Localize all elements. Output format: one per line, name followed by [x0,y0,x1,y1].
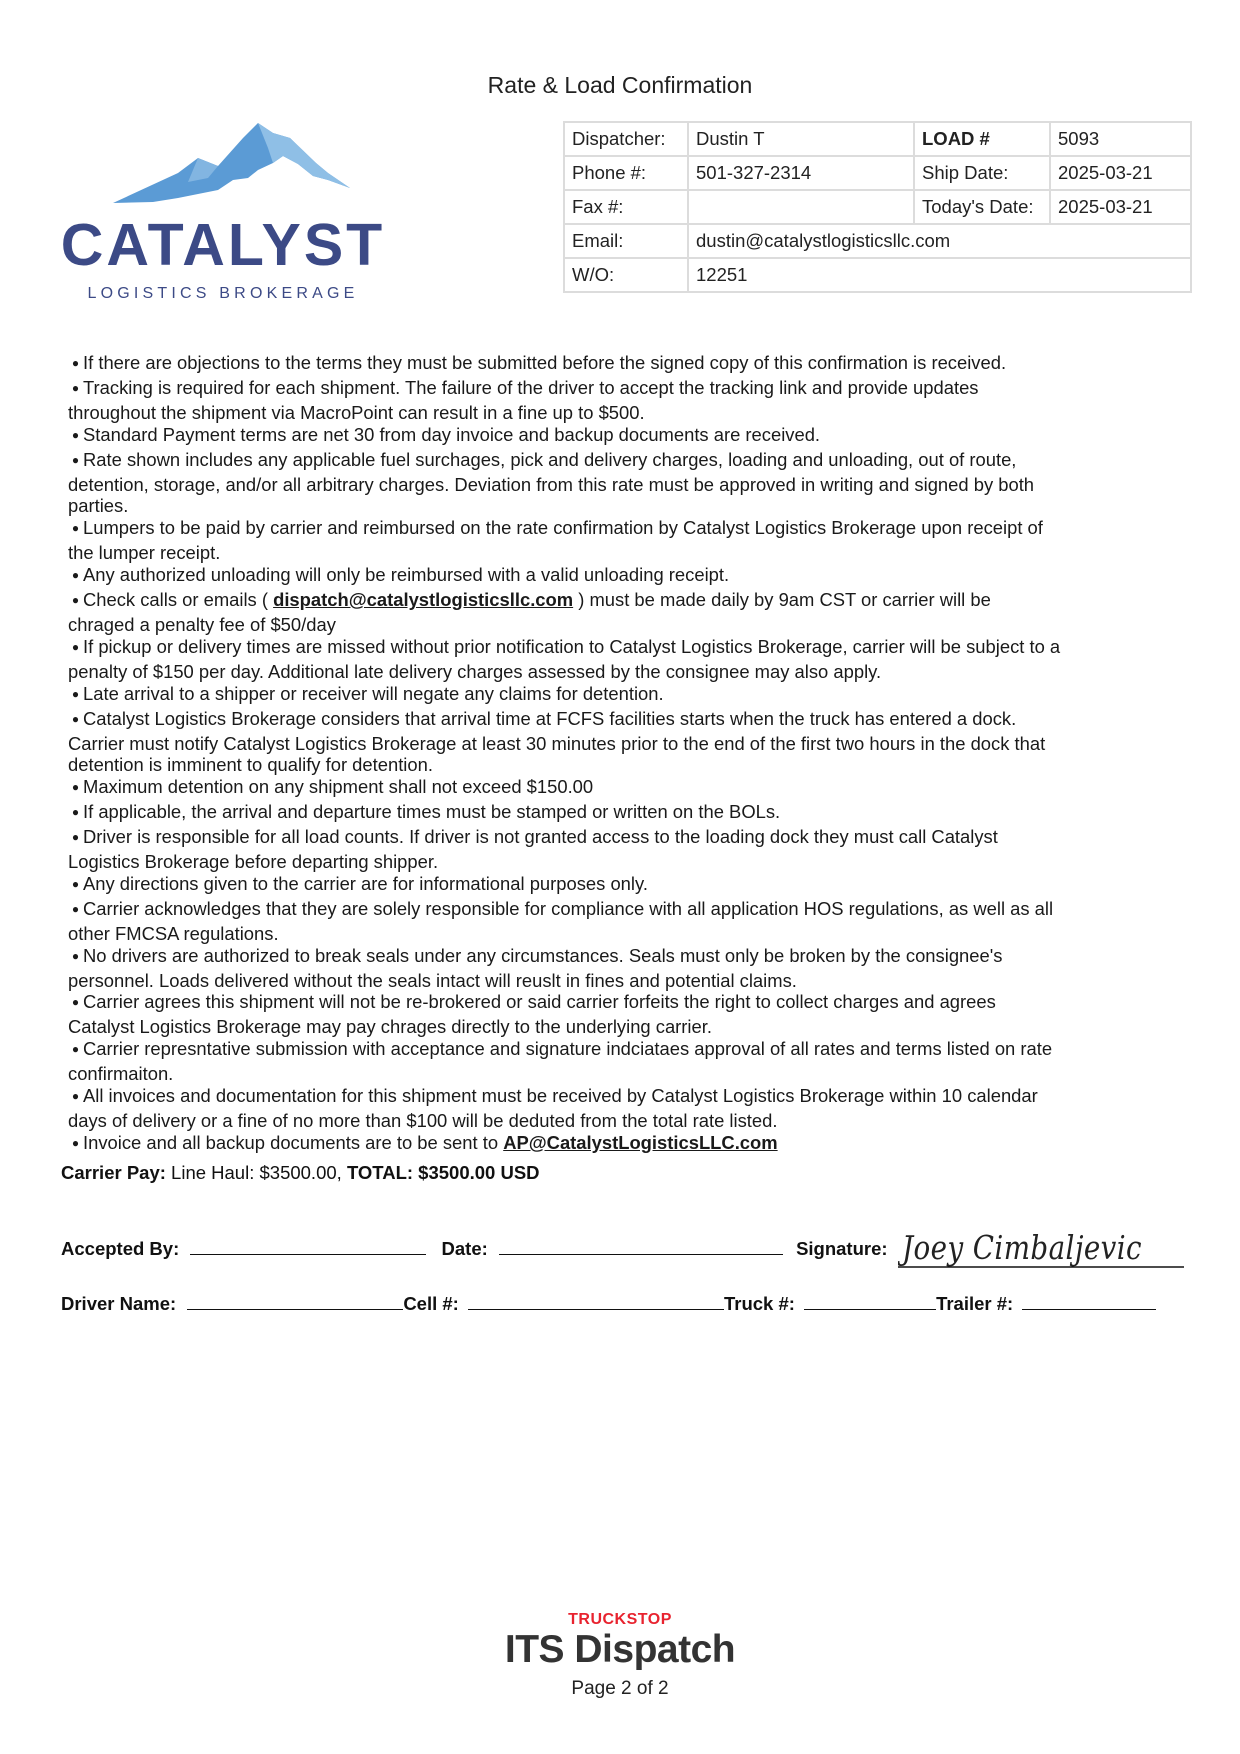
list-item: ● No drivers are authorized to break seals under any circumstances. Seals must only be broken by the consignee's personnel. Loads delivered without the seals intact will reuslt in fines and potential claims. [68,944,1003,991]
list-item: ● Driver is responsible for all load counts. If driver is not granted access to the loading dock they must call Catalyst Logistics Brokerage before departing shipper. [68,826,998,873]
list-item: ● Check calls or emails ( dispatch@catalystlogisticsllc.com ) must be made daily by 9am CST or carrier will be chraged a penalty fee of $50/day [68,589,991,635]
email-label: Email: [564,224,688,258]
bullet-icon: ● [71,593,80,608]
ship-date-label: Ship Date: [914,156,1050,190]
phone-value: 501-327-2314 [688,156,914,190]
driver-name-field[interactable] [187,1291,403,1310]
list-item: ● All invoices and documentation for this shipment must be received by Catalyst Logistics Brokerage within 10 calendar days of delivery or a fine of no more than $100 will be deduted from the total rate listed. [68,1085,1038,1131]
list-item: ● If there are objections to the terms they must be submitted before the signed copy of this confirmation is received. [68,352,1178,377]
ship-date-value: 2025-03-21 [1050,156,1191,190]
terms-list [68,352,1178,1157]
list-item: ● Carrier represntative submission with acceptance and signature indciataes approval of all rates and terms listed on rate confirmaiton. [68,1038,1053,1085]
list-item: ● Maximum detention on any shipment shall not exceed $150.00 [68,776,1178,801]
its-dispatch-brand: ITS Dispatch [504,1628,736,1671]
bullet-icon: ● [71,521,80,536]
load-number-label: LOAD # [914,122,1050,156]
logo-wordmark: CATALYST [60,212,386,278]
bullet-icon: ● [71,901,80,916]
driver-row [61,1291,1156,1315]
table-row [564,156,1191,190]
bullet-icon: ● [71,830,80,845]
acceptance-row [61,1236,888,1260]
list-item: ● Lumpers to be paid by carrier and reimbursed on the rate confirmation by Catalyst Logistics Brokerage upon receipt of the lumper receipt. [68,517,1043,564]
email-value: dustin@catalystlogisticsllc.com [688,224,1191,258]
bullet-icon: ● [71,1089,80,1104]
cell-label: Cell #: [403,1293,459,1314]
bullet-icon: ● [71,805,80,820]
truck-label: Truck #: [723,1293,795,1314]
total-amount: TOTAL: $3500.00 USD [346,1162,540,1183]
cell-field[interactable] [468,1291,724,1310]
list-item: ● Carrier agrees this shipment will not be re-brokered or said carrier forfeits the right to collect charges and agrees Catalyst Logistics Brokerage may pay chrages directly to the underlying carrier. [68,991,996,1038]
bullet-icon: ● [71,452,80,467]
document-title: Rate & Load Confirmation [487,72,753,98]
signature-field[interactable] [898,1225,1184,1275]
mountain-logo-icon [58,118,388,218]
todays-date-label: Today's Date: [914,190,1050,224]
ap-email-link[interactable]: AP@CatalystLogisticsLLC.com [503,1131,778,1153]
bullet-icon: ● [71,1135,80,1150]
carrier-pay-label: Carrier Pay: [61,1162,166,1183]
fax-value [688,190,914,224]
trailer-field[interactable] [1022,1291,1156,1310]
bullet-icon: ● [71,639,80,654]
accepted-by-field[interactable] [190,1236,426,1255]
bullet-icon: ● [71,780,80,795]
table-row [564,224,1191,258]
truckstop-brand: TRUCKSTOP [568,1611,672,1628]
date-field[interactable] [499,1236,783,1255]
list-item: ● If applicable, the arrival and departure times must be stamped or written on the BOLs. [68,801,1178,826]
list-item: ● Late arrival to a shipper or receiver will negate any claims for detention. [68,683,1178,708]
fax-label: Fax #: [564,190,688,224]
todays-date-value: 2025-03-21 [1050,190,1191,224]
bullet-icon: ● [71,356,80,370]
list-item: ● Any authorized unloading will only be reimbursed with a valid unloading receipt. [68,564,1178,589]
dispatcher-label: Dispatcher: [564,122,688,156]
list-item: ● Invoice and all backup documents are to be sent to AP@CatalystLogisticsLLC.com [68,1132,1178,1157]
bullet-icon: ● [71,686,80,701]
bullet-icon: ● [71,380,80,395]
table-row [564,122,1191,156]
table-row [564,258,1191,292]
table-row [564,190,1191,224]
bullet-icon: ● [71,1042,80,1057]
signature-text: Joey Cimbaljevic [898,1228,1142,1267]
bullet-icon: ● [71,995,80,1010]
bullet-icon: ● [71,876,80,891]
dispatcher-value: Dustin T [688,122,914,156]
wo-value: 12251 [688,258,1191,292]
list-item: ● If pickup or delivery times are missed without prior notification to Catalyst Logistics Brokerage, carrier will be subject to a penalty of $150 per day. Additional late delivery charges assessed by the consignee may also apply. [68,635,1061,682]
list-item: ● Standard Payment terms are net 30 from day invoice and backup documents are received. [68,424,1178,449]
bullet-icon: ● [71,948,80,963]
carrier-pay [61,1162,540,1184]
line-haul-amount: Line Haul: $3500.00, [165,1162,347,1183]
signature-image [898,1225,1184,1275]
bullet-icon: ● [71,711,80,726]
phone-label: Phone #: [564,156,688,190]
driver-name-label: Driver Name: [61,1293,177,1314]
wo-label: W/O: [564,258,688,292]
dispatch-email-link[interactable]: dispatch@catalystlogisticsllc.com [273,589,574,611]
its-dispatch-logo [0,1612,1240,1669]
page-number: Page 2 of 2 [571,1678,669,1699]
catalyst-logo [58,118,388,308]
list-item: ● Tracking is required for each shipment. The failure of the driver to accept the tracking link and provide updates throughout the shipment via MacroPoint can result in a fine up to $500. [68,376,979,423]
date-label: Date: [441,1238,488,1259]
list-item: ● Carrier acknowledges that they are solely responsible for compliance with all application HOS regulations, as well as all other FMCSA regulations. [68,897,1054,944]
accepted-by-label: Accepted By: [61,1238,180,1259]
load-number-value: 5093 [1050,122,1191,156]
trailer-label: Trailer #: [936,1293,1014,1314]
truck-field[interactable] [804,1291,936,1310]
list-item: ● Rate shown includes any applicable fuel surchages, pick and delivery charges, loading and unloading, out of route, detention, storage, and/or all arbitrary charges. Deviation from this rate must be approved in writing and signed by both parties. [68,448,1035,517]
list-item: ● Any directions given to the carrier are for informational purposes only. [68,873,1178,898]
list-item: ● Catalyst Logistics Brokerage considers that arrival time at FCFS facilities starts when the truck has entered a dock. Carrier must notify Catalyst Logistics Brokerage at least 30 minutes prior to the end of the first two hours in the dock that detention is imminent to qualify for detention. [68,707,1046,776]
bullet-icon: ● [71,568,80,583]
load-info-table [563,121,1192,293]
bullet-icon: ● [71,427,80,442]
signature-label: Signature: [796,1238,888,1259]
logo-subtitle: LOGISTICS BROKERAGE [87,285,359,302]
